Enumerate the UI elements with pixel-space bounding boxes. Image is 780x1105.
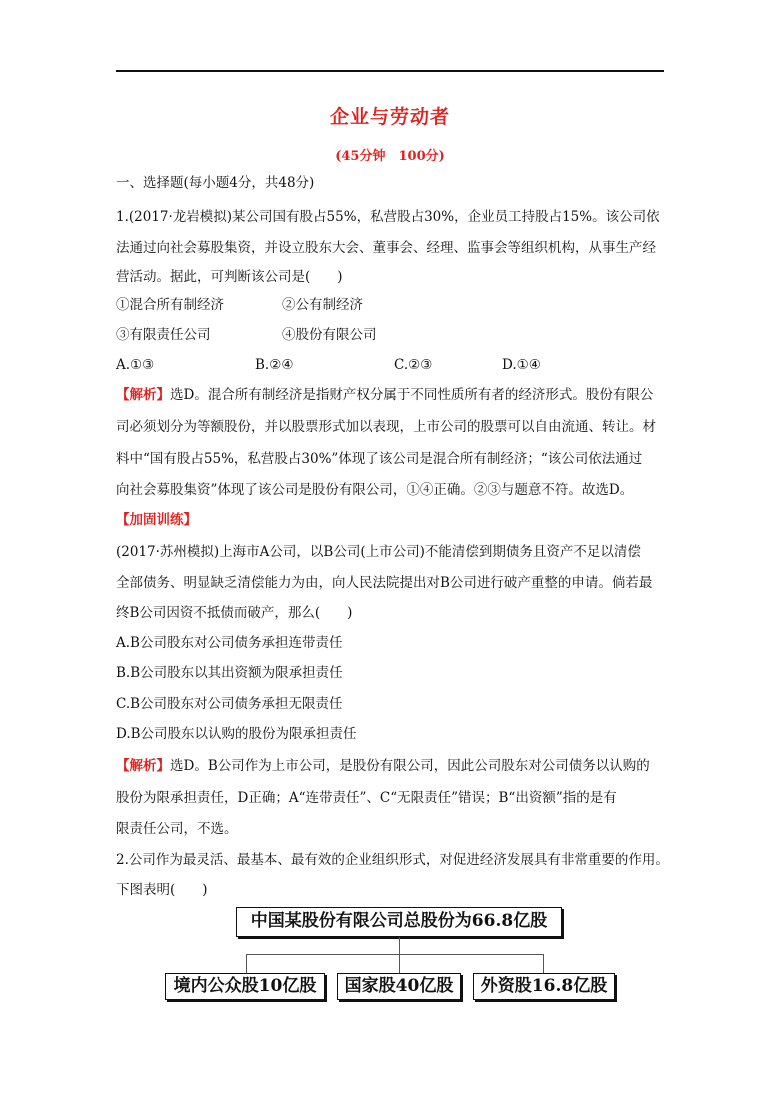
connector-center-drop — [399, 954, 400, 973]
practice-analysis-text-1: 选D。B公司作为上市公司，是股份有限公司，因此公司股东对公司债务以认购的 — [170, 758, 650, 774]
q1-statement-4: ④股份有限公司 — [282, 327, 377, 343]
q1-statement-3: ③有限责任公司 — [116, 327, 211, 343]
practice-option-b: B.B公司股东以其出资额为限承担责任 — [116, 665, 343, 681]
q2-line-1: 2.公司作为最灵活、最基本、最有效的企业组织形式，对促进经济发展具有非常重要的作用。 — [116, 852, 669, 868]
practice-analysis-tag: 【解析】 — [116, 758, 170, 774]
q1-option-a: A.①③ — [116, 357, 155, 373]
q1-analysis-line-4: 向社会募股集资”体现了该公司是股份有限公司，①④正确。②③与题意不符。故选D。 — [116, 482, 634, 498]
diagram-child-public-shares: 境内公众股10亿股 — [165, 973, 325, 1000]
q1-statement-2: ②公有制经济 — [282, 297, 363, 313]
diagram-child-foreign-shares: 外资股16.8亿股 — [473, 973, 615, 1000]
q1-option-b: B.②④ — [255, 357, 294, 373]
practice-tag: 【加固训练】 — [116, 512, 197, 528]
practice-analysis-line-2: 股份为限承担责任，D正确；A“连带责任”、C“无限责任”错误；B“出资额”指的是有 — [116, 790, 617, 806]
practice-option-c: C.B公司股东对公司债务承担无限责任 — [116, 696, 343, 712]
q1-analysis-line-3: 料中“国有股占55%，私营股占30%”体现了该公司是混合所有制经济；“该公司依法通过 — [116, 451, 643, 467]
section-heading: 一、选择题(每小题4分，共48分) — [116, 175, 315, 191]
practice-line-1: (2017·苏州模拟)上海市A公司，以B公司(上市公司)不能清偿到期债务且资产不足以清偿 — [116, 544, 641, 560]
connector-right-drop — [543, 954, 544, 973]
page-subtitle: (45分钟 100分) — [335, 149, 445, 164]
analysis-tag: 【解析】 — [116, 387, 170, 403]
q1-line-2: 法通过向社会募股集资，并设立股东大会、董事会、经理、监事会等组织机构，从事生产经 — [116, 240, 656, 256]
practice-line-3: 终B公司因资不抵债而破产，那么( ) — [116, 605, 353, 621]
q1-line-1: 1.(2017·龙岩模拟)某公司国有股占55%，私营股占30%，企业员工持股占15%。该公司依 — [116, 209, 660, 225]
connector-vertical-root — [399, 937, 400, 955]
diagram-root-box: 中国某股份有限公司总股份为66.8亿股 — [236, 907, 562, 937]
q1-option-d: D.①④ — [502, 357, 541, 373]
practice-line-2: 全部债务、明显缺乏清偿能力为由，向人民法院提出对B公司进行破产重整的申请。倘若最 — [116, 575, 653, 591]
q1-statement-1: ①混合所有制经济 — [116, 297, 224, 313]
connector-horizontal — [246, 954, 543, 955]
q1-analysis-line-2: 司必须划分为等额股份，并以股票形式加以表现，上市公司的股票可以自由流通、转让。材 — [116, 419, 656, 435]
page-title: 企业与劳动者 — [329, 106, 450, 128]
practice-analysis-line-3: 限责任公司，不选。 — [116, 821, 238, 837]
practice-option-a: A.B公司股东对公司债务承担连带责任 — [116, 635, 343, 651]
practice-analysis-line-1 — [116, 757, 676, 775]
connector-left-drop — [246, 954, 247, 973]
practice-option-d: D.B公司股东以认购的股份为限承担责任 — [116, 726, 357, 742]
q1-analysis-text-1: 选D。混合所有制经济是指财产权分属于不同性质所有者的经济形式。股份有限公 — [170, 387, 654, 403]
top-rule — [116, 70, 664, 72]
q1-analysis-line-1 — [116, 386, 676, 404]
q1-line-3: 营活动。据此，可判断该公司是( ) — [116, 269, 343, 285]
q1-option-c: C.②③ — [394, 357, 433, 373]
diagram-child-state-shares: 国家股40亿股 — [337, 973, 461, 1000]
q2-line-2: 下图表明( ) — [116, 882, 208, 898]
